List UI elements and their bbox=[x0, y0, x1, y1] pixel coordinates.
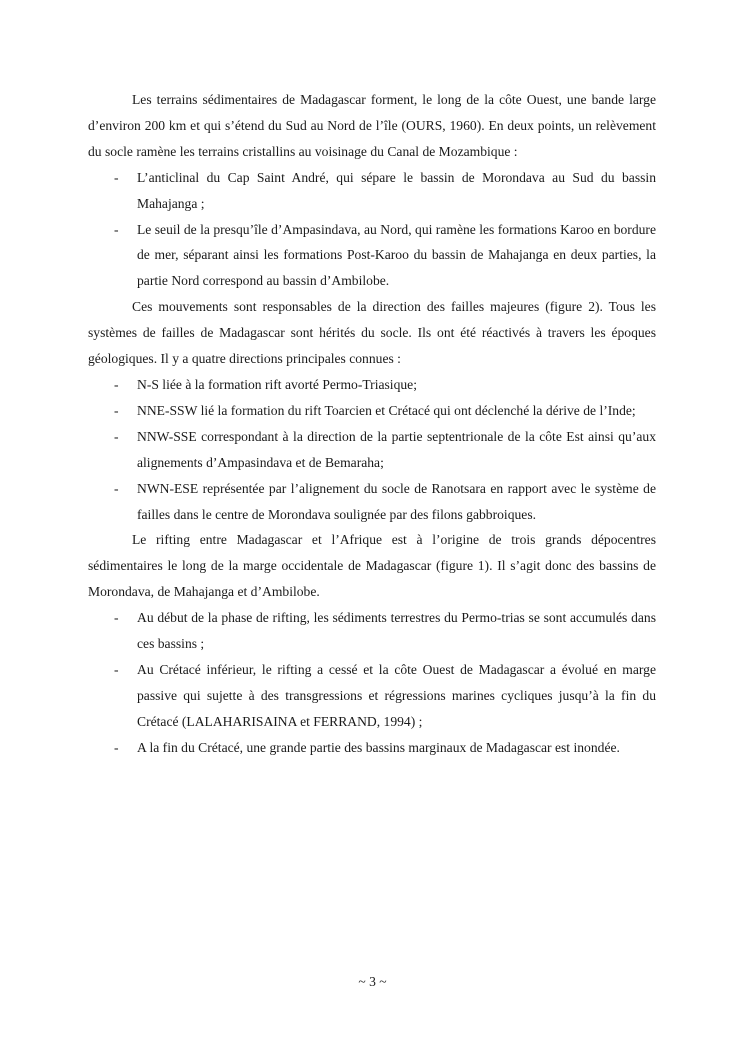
list-item: - NNE-SSW lié la formation du rift Toarcien et Crétacé qui ont déclenché la dérive de l’Inde; bbox=[88, 398, 656, 424]
list-item: - NWN-ESE représentée par l’alignement du socle de Ranotsara en rapport avec le système de failles dans le centre de Morondava soulignée par des filons gabbroiques. bbox=[88, 476, 656, 528]
bullet-dash: - bbox=[114, 610, 119, 626]
bullet-list-fault-directions bbox=[88, 372, 656, 527]
bullet-dash: - bbox=[114, 402, 119, 418]
paragraph-faults: Ces mouvements sont responsables de la direction des failles majeures (figure 2). Tous les systèmes de failles de Madagascar sont hérités du socle. Ils ont été réactivés à travers les époques géologiques. Il y a quatre directions principales connues : bbox=[88, 299, 656, 367]
list-item: - N-S liée à la formation rift avorté Permo-Triasique; bbox=[88, 372, 656, 398]
bullet-dash: - bbox=[114, 169, 119, 185]
list-item: - NNW-SSE correspondant à la direction de la partie septentrionale de la côte Est ainsi qu’aux alignements d’Ampasindava et de Bemaraha; bbox=[88, 424, 656, 476]
list-item: - Le seuil de la presqu’île d’Ampasindava, au Nord, qui ramène les formations Karoo en bordure de mer, séparant ainsi les formations Post-Karoo du bassin de Mahajanga en deux parties, la partie Nord correspond au bassin d’Ambilobe. bbox=[88, 217, 656, 295]
bullet-dash: - bbox=[114, 739, 119, 755]
bullet-dash: - bbox=[114, 480, 119, 496]
paragraph-intro: Les terrains sédimentaires de Madagascar forment, le long de la côte Ouest, une bande large d’environ 200 km et qui s’étend du Sud au Nord de l’île (OURS, 1960). En deux points, un relèvement du socle ramène les terrains cristallins au voisinage du Canal de Mozambique : bbox=[88, 92, 656, 159]
page-number: ~ 3 ~ bbox=[358, 974, 387, 989]
list-item: - A la fin du Crétacé, une grande partie des bassins marginaux de Madagascar est inondée. bbox=[88, 735, 656, 761]
bullet-list-rifting-phases bbox=[88, 605, 656, 760]
bullet-dash: - bbox=[114, 221, 119, 237]
paragraph-rifting: Le rifting entre Madagascar et l’Afrique est à l’origine de trois grands dépocentres sédimentaires le long de la marge occidentale de Madagascar (figure 1). Il s’agit donc des bassins de Morondava, de Mahajanga et d’Ambilobe. bbox=[88, 532, 656, 600]
bullet-dash: - bbox=[114, 661, 119, 677]
list-item: - L’anticlinal du Cap Saint André, qui sépare le bassin de Morondava au Sud du bassin Mahajanga ; bbox=[88, 165, 656, 217]
list-item: - Au Crétacé inférieur, le rifting a cessé et la côte Ouest de Madagascar a évolué en marge passive qui sujette à des transgressions et régressions marines cycliques jusqu’à la fin du Crétacé (LALAHARISAINA et FERRAND, 1994) ; bbox=[88, 657, 656, 735]
list-item: - Au début de la phase de rifting, les sédiments terrestres du Permo-trias se sont accumulés dans ces bassins ; bbox=[88, 605, 656, 657]
body-text bbox=[88, 87, 656, 761]
bullet-dash: - bbox=[114, 428, 119, 444]
bullet-list-uplifts bbox=[88, 165, 656, 295]
bullet-dash: - bbox=[114, 376, 119, 392]
